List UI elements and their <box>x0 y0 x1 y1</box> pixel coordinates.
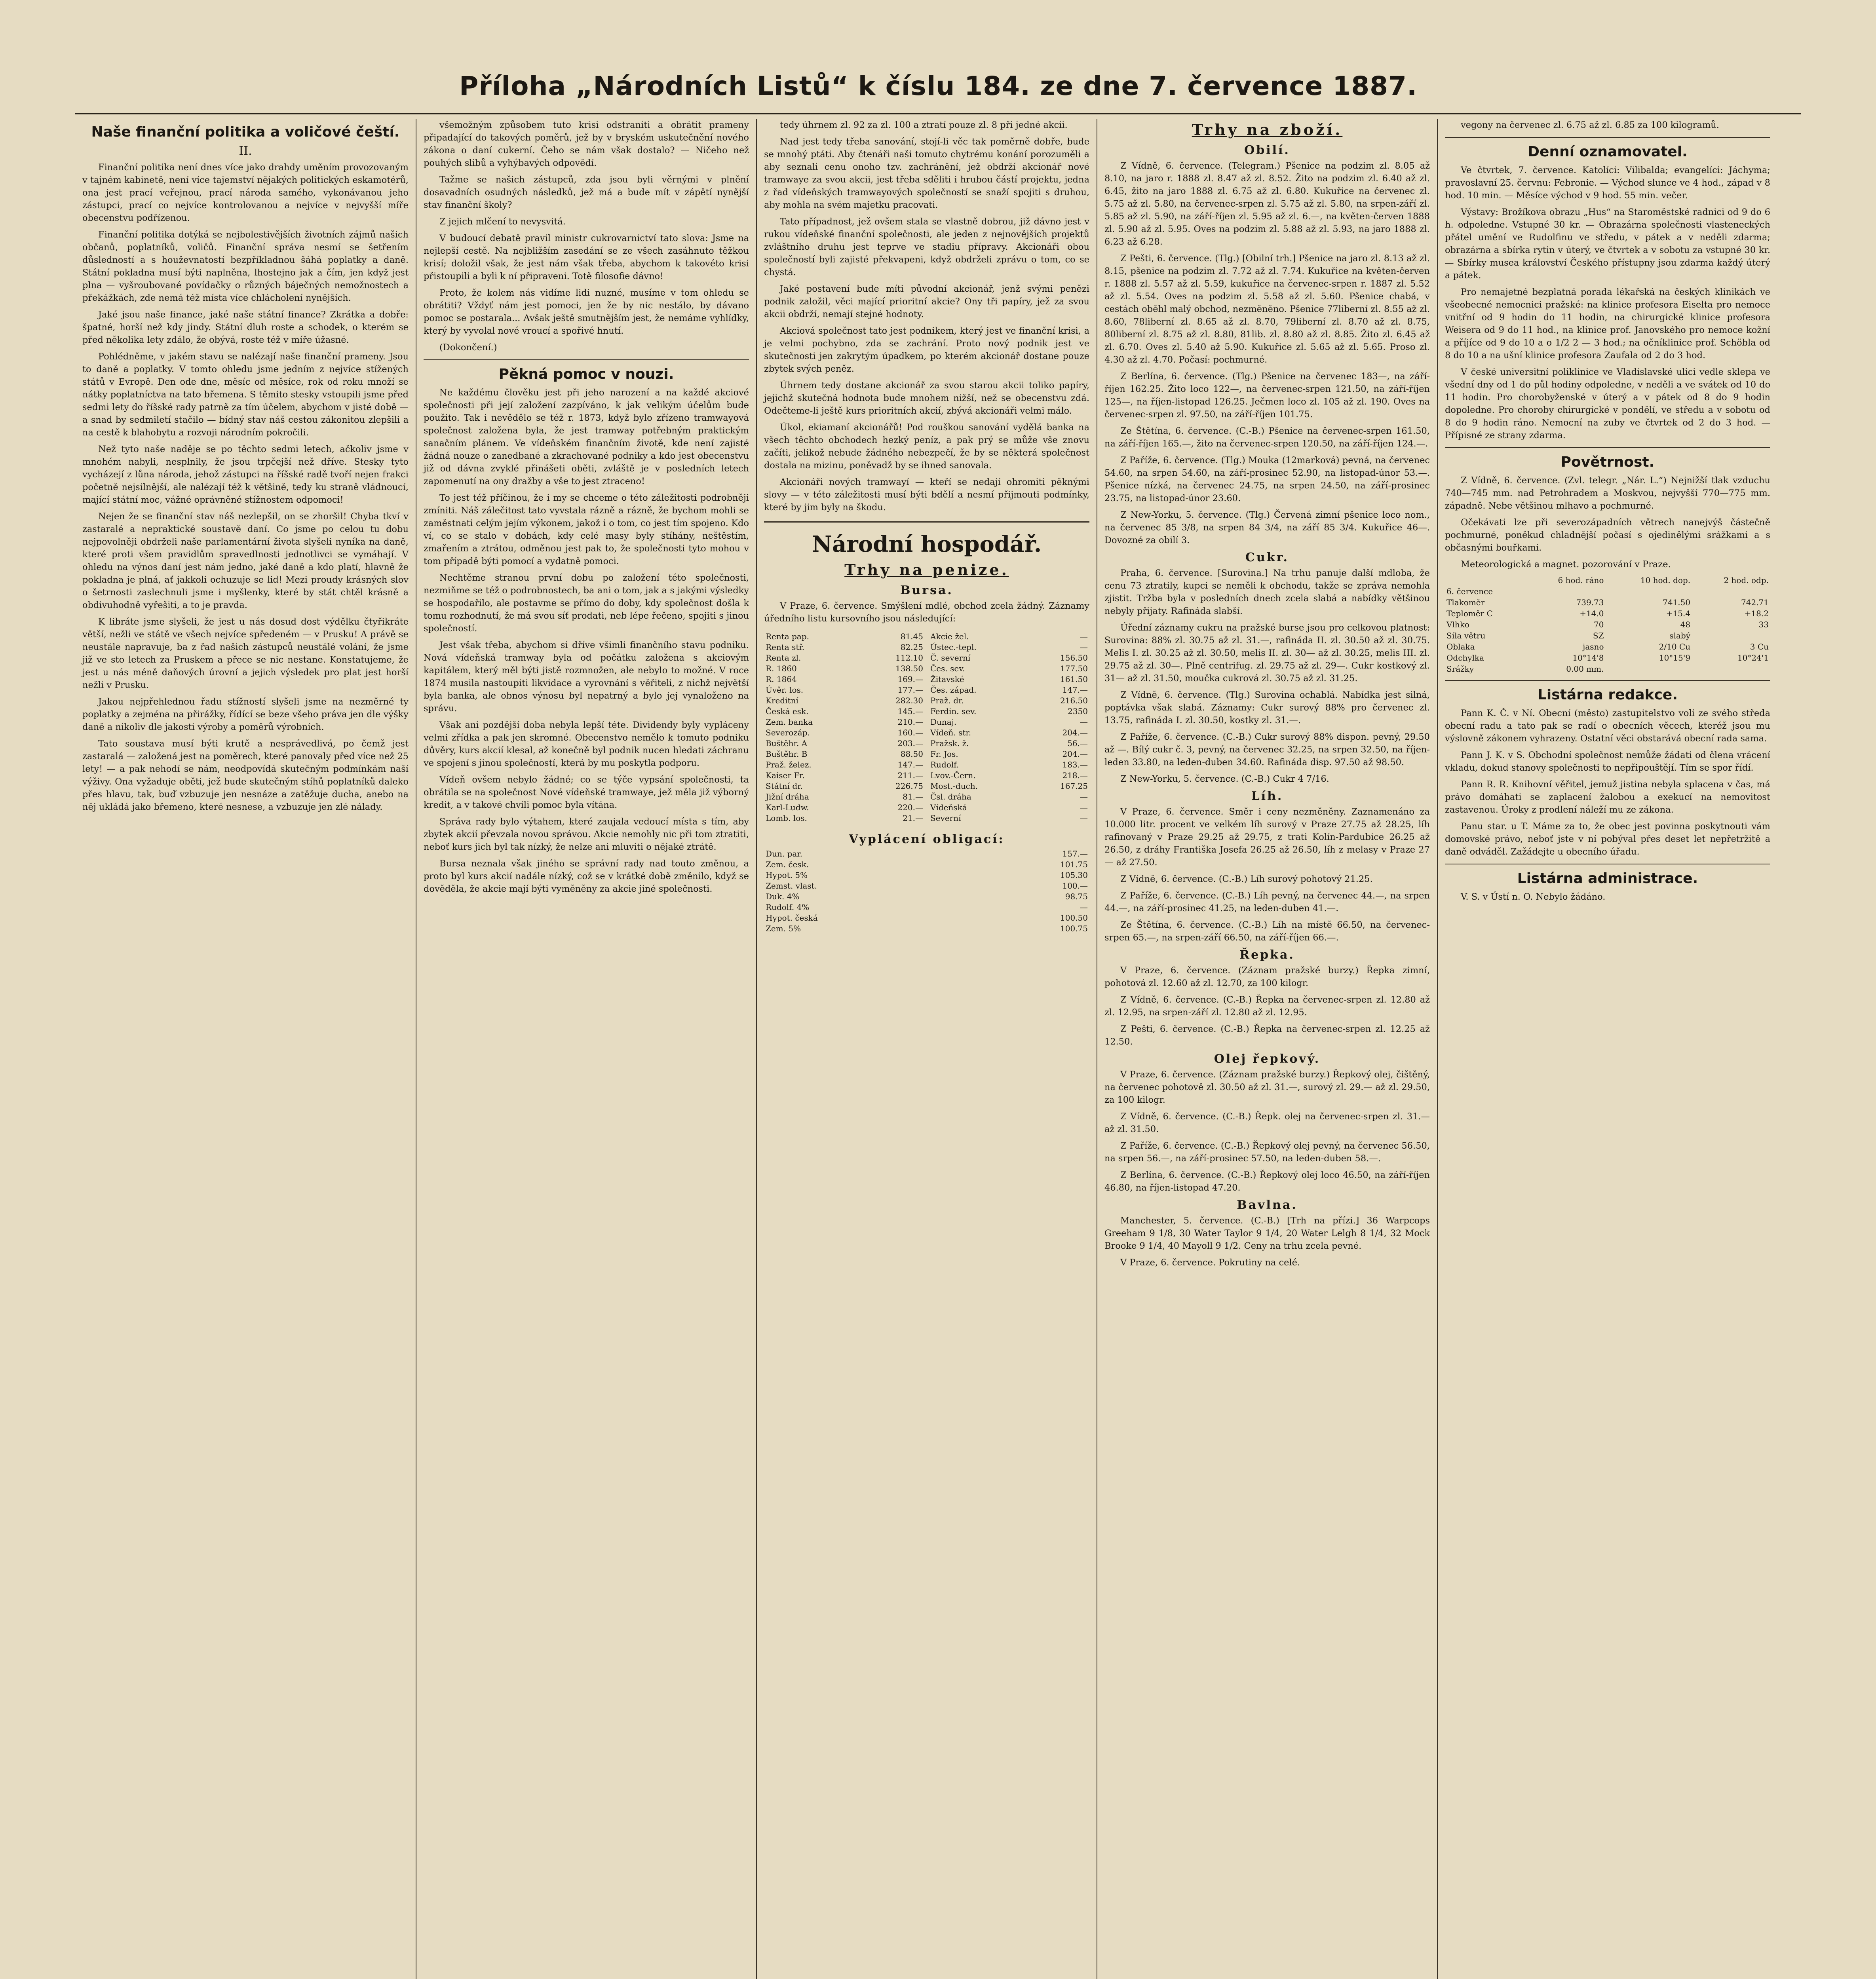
quote-name: Pražsk. ž. <box>930 739 969 748</box>
paragraph: Ze Štětína, 6. července. (C.-B.) Líh na místě 66.50, na červenec-srpen 65.—, na srpen-září 66.50, na září-říjen 66.—. <box>1104 920 1430 943</box>
paragraph: Z New-Yorku, 5. července. (Tlg.) Červená zimní pšenice loco nom., na červenec 85 3/8, na srpen 84 3/4, na září 85 3/4. Kukuřice 46—. Dovozné za obilí 3. <box>1104 510 1430 545</box>
meteo-cell <box>1692 630 1770 641</box>
paragraph: To jest též příčinou, že i my se chceme o této záležitosti podrobněji zmíniti. Náš zálečitost tato vyvstala rázně a rázně, že bychom mohli se zaměstnati celým jejím výkonem, jakož i o tom, co jest tím spojeno. Kdo ví, co se stalo v dobách, kdy celé masy byly stíhány, neštěstím, zmařením a ztrátou, odměnou jest pak to, že společnosti tyto mohou v tom případě býti pomocí a vydatně pomoci. <box>424 493 749 566</box>
quote-name: Vídeňská <box>930 803 967 812</box>
quote-value: 88.50 <box>900 749 923 759</box>
quote-value: 210.— <box>897 717 923 727</box>
paragraph: Ve čtvrtek, 7. července. Katolíci: Vilibalda; evangelíci: Jáchyma; pravoslavní 25. červnu: Febronie. — Východ slunce ve 4 hod., západ v 8 hod. 10 min. — Měsíce východ v 9 hod. 55 min. večer. <box>1445 165 1770 201</box>
quote-row <box>929 717 1089 727</box>
bursa-table-right <box>929 631 1089 824</box>
meteo-cell: 70 <box>1594 620 1604 629</box>
meteo-table <box>1445 575 1770 674</box>
quote-name: Duk. 4% <box>766 892 800 901</box>
quote-row <box>929 760 1089 770</box>
quote-name: Dun. par. <box>766 849 802 858</box>
masthead: Příloha „Národních Listů“ k číslu 184. ze dne 7. července 1887. <box>75 59 1801 114</box>
paragraph: Ne každému člověku jest při jeho narození a na každé akciové společnosti při její založení zazpíváno, k jak velikým účelům bude použito. Tak i nevědělo se též r. 1873, když bylo zřízeno tramwayová společnost založena byla, že jest tramway potřebným praktickým sanačním plánem. Ve vídeňském finančním životě, kde není zajisté žádná nouze o zanedbané a zkrachované podniky a kdo jest obecenstvu již od dávna zvyklé přinášeti oběti, zvláště je v posledních letech zapomenutí na ony dražby a vše to jest ztraceno! <box>424 387 749 486</box>
quote-row <box>764 727 925 738</box>
quote-name: Buštěhr. B <box>766 749 808 759</box>
meteo-heading: Meteorologická a magnet. pozorování v Praze. <box>1461 559 1671 570</box>
section-title-hospodar: Národní hospodář. <box>812 531 1042 557</box>
meteo-cell: 10°14'8 <box>1572 653 1604 663</box>
paragraph: Nechtěme stranou první dobu po založení této společnosti, nezmiňme se též o podrobnostech, ba ani o tom, jak a s jakými výsledky se hospodařilo, ale postavme se přímo do doby, kdy společnost došla k tomu rozhodnutí, že má svou síť prodati, neb lépe řečeno, spojiti s jinou společností. <box>424 573 749 634</box>
meteo-row <box>1445 663 1770 674</box>
article-title-finance: Naše finanční politika a voličové čeští. <box>91 124 400 140</box>
meteo-cell <box>1605 663 1692 674</box>
quote-value: 145.— <box>897 707 923 716</box>
quote-row <box>764 663 925 674</box>
quote-value: 211.— <box>897 771 923 780</box>
quote-value: 220.— <box>897 803 923 812</box>
paragraph: Nejen že se finanční stav náš nezlepšil, on se zhoršil! Chyba tkví v zastaralé a nepraktické soustavě daní. Co jsme po celou tu dobu nejpovolněji obdrželi naše parlamentární života slyšeli nyníka na daně, které proti všem pravidlům spravedlnosti jednotlivci se vymáhají. V ohledu na výnos daní jest nám jedno, jaké daně a kdo platí, hlavně že pokladna je plná, ať jakkoli ochuzuje se lid! Mezi proudy krásných slov o šetrnosti zaslechnuli jsme i myšlenky, které by stát chtěl krásně a obdivuhodně vyřešiti, a to je pravda. <box>82 511 409 610</box>
divider <box>1445 680 1770 681</box>
quote-row <box>764 674 925 685</box>
obili-reports <box>1104 160 1430 547</box>
quote-name: Most.-duch. <box>930 781 978 791</box>
quote-value: 147.— <box>897 760 923 769</box>
paragraph: Jaké postavení bude míti původní akcionář, jenž svými penězi podnik založil, věci mající prioritní akcie? Ony tři papíry, jež za svou akcii obdrží, nemají stejné hodnoty. <box>764 284 1089 319</box>
quote-value: 100.— <box>1062 881 1088 891</box>
quote-row <box>929 685 1089 695</box>
paragraph: Proto, že kolem nás vidíme lidi nuzné, musíme v tom ohledu se obrátiti? Vždyť nám jest pomoci, jen že by nic nestálo, by dávano pomoc se postarala... Avšak ještě smutnějším jest, že nemáme vyhlídky, který by vyvolal nové vroucí a spořivé hnutí. <box>424 288 749 336</box>
lih-reports <box>1104 805 1430 944</box>
quote-value: 183.— <box>1062 760 1088 769</box>
quote-row <box>764 881 1089 891</box>
quote-row <box>764 770 925 781</box>
quote-row <box>929 674 1089 685</box>
paragraph: Však ani pozdější doba nebyla lepší téte. Dividendy byly vypláceny velmi zřídka a pak jen skromné. Obecenstvo nemělo k tomuto podniku důvěry, kurs akcií klesal, až konečně byl podnik nucen hledati záchranu ve spojení s jinou společností, která by mu poskytla podporu. <box>424 720 749 768</box>
quote-row <box>764 706 925 717</box>
quote-name: Karl-Ludw. <box>766 803 809 812</box>
quote-name: Čes. sev. <box>930 664 965 673</box>
meteo-cell: 6. července <box>1446 587 1493 596</box>
paragraph: Pann R. R. Knihovní věřitel, jemuž jistina nebyla splacena v čas, má právo domáhati se zaplacení žalobou a exekucí na nemovitost zastavenou. Úroky z prodlení náleží mu ze zákona. <box>1445 779 1770 815</box>
quote-row <box>929 727 1089 738</box>
repka-reports <box>1104 964 1430 1048</box>
quote-row <box>764 902 1089 913</box>
quote-row <box>764 849 1089 859</box>
quote-row <box>929 706 1089 717</box>
meteo-cell: 739.73 <box>1576 598 1604 607</box>
quote-name: Zem. banka <box>766 717 813 727</box>
section-subtitle-penize: Trhy na penize. <box>844 561 1009 579</box>
meteo-cell: jasno <box>1583 642 1604 651</box>
paragraph: Z Vídně, 6. července. (Telegram.) Pšenice na podzim zl. 8.05 až 8.10, na jaro r. 1888 zl. 8.47 až zl. 8.52. Žito na podzim zl. 6.40 až zl. 6.45, žito na jaro 1888 zl. 6.75 až zl. 6.80. Kukuřice na červenec zl. 5.75 až zl. 5.80, na červenec-srpen zl. 5.75 až zl. 5.80, na srpen-září zl. 5.85 až zl. 5.90, na září-říjen zl. 5.95 až zl. 6.—, na květen-červen 1888 zl. 5.90 až zl. 5.95. Oves na podzim zl. 5.88 až zl. 5.93, na jaro 1888 zl. 6.23 až 6.28. <box>1104 161 1430 247</box>
quote-row <box>929 802 1089 813</box>
paragraph: Pro nemajetné bezplatná porada lékařská na českých klinikách ve všeobecné nemocnici pražské: na klinice profesora Eiselta pro nemoce vnitřní od 9 hodin do 11 hodin, na chirurgické klinice profesora Weisera od 9 do 11 hod., na klinice prof. Janovského pro nemoce kožní a příjíce od 9 do 10 a o 1/2 2 — 3 hod.; na očníklinice prof. Schöbla od 8 do 10 a na ušní klinice profesora Zaufala od 2 do 3 hod. <box>1445 287 1770 361</box>
quote-value: 81.— <box>903 792 923 801</box>
quote-name: Kreditní <box>766 696 798 705</box>
meteo-row <box>1445 597 1770 608</box>
administrace-body: V. S. v Ústí n. O. Nebylo žádáno. <box>1461 892 1606 902</box>
quote-value: — <box>1080 632 1088 641</box>
article-body-finance <box>82 161 409 813</box>
section-title-administrace: Listárna administrace. <box>1517 870 1698 887</box>
quote-name: Kaiser Fr. <box>766 771 805 780</box>
meteo-cell: slabý <box>1669 631 1691 640</box>
olej-reports <box>1104 1068 1430 1194</box>
cukr-reports <box>1104 567 1430 785</box>
quote-row <box>764 813 925 824</box>
meteo-cell: Tlakoměr <box>1446 598 1485 607</box>
bavlna-reports <box>1104 1214 1430 1269</box>
bursa-table-left <box>764 631 925 824</box>
quote-row <box>929 631 1089 642</box>
paragraph: V Praze, 6. července. Pokrutiny na celé. <box>1120 1257 1300 1268</box>
quote-name: Praž. dr. <box>930 696 964 705</box>
quote-value: — <box>1080 792 1088 801</box>
article-title-pomoc: Pěkná pomoc v nouzi. <box>498 366 674 382</box>
quote-row <box>929 695 1089 706</box>
paragraph: Jaké jsou naše finance, jaké naše státní finance? Zkrátka a dobře: špatné, horší než kdy jindy. Státní dluh roste a schodek, o kterém se před několika lety zdálo, že obývá, roste též v míře úžasné. <box>82 310 409 345</box>
paragraph: V budoucí debatě pravil ministr cukrovarnictví tato slova: Jsme na nejlepší cestě. Na nejbližším zasedání se ze všech zasáhnuto těžkou krisí; doložil však, že jest nám však třeba, abychom k takovéto krisi přistoupili a byli k ní připraveni. Totě filosofie dávno! <box>424 233 749 281</box>
quote-name: Žitavské <box>930 674 964 684</box>
paragraph: Manchester, 5. července. (C.-B.) [Trh na přízi.] 36 Warpcops Greeham 9 1/8, 30 Water Taylor 9 1/4, 20 Water Lelgh 8 1/4, 32 Mock Brooke 9 1/4, 40 Mayoll 9 1/2. Ceny na trhu zcela pevné. <box>1104 1216 1430 1251</box>
quote-name: Renta zl. <box>766 653 801 663</box>
meteo-cell: 3 Cu <box>1750 642 1769 651</box>
quote-row <box>764 913 1089 923</box>
paragraph: V Praze, 6. července. Směr i ceny nezměněny. Zaznamenáno za 10.000 litr. procent ve velkém líh surový v Praze 27.75 až 28.25, líh rafinovaný v Praze 29.25 až 29.75, z trati Kolín-Pardubice 26.25 až 26.50, z dráhy Františka Josefa 26.25 až 26.50, líh z melasy v Praze 27— až 27.50. <box>1104 807 1430 868</box>
paragraph: V české universitní poliklinice ve Vladislavské ulici vedle sklepa ve všední dny od 1 do půl hodiny odpoledne, v neděli a ve svátek od 10 do 11 hodin. Pro chorobyženské v úterý a v pátek od 8 do 9 hodin dopoledne. Pro choroby chirurgické v pondělí, ve středu a v sobotu od 8 do 9 hodin ráno. Nemocní na zuby ve čtvrtek od 2 do 3 hod. — Přípisné ze strany zdarma. <box>1445 367 1770 441</box>
quote-value: 177.50 <box>1060 664 1088 673</box>
obligace-table <box>764 849 1089 934</box>
denni-body <box>1445 164 1770 442</box>
meteo-cell: Vlhko <box>1446 620 1469 629</box>
column-1 <box>75 119 416 1979</box>
quote-name: Hypot. 5% <box>766 870 808 880</box>
paragraph: V Praze, 6. července. (Záznam pražské burzy.) Řepkový olej, čištěný, na červenec pohotově zl. 30.50 až zl. 31.—, surový zl. 29.— až zl. 29.50, za 100 kilogr. <box>1104 1069 1430 1105</box>
quote-value: 100.75 <box>1060 924 1088 933</box>
quote-name: Buštěhr. A <box>766 739 808 748</box>
quote-value: 156.50 <box>1060 653 1088 663</box>
quote-row <box>929 749 1089 760</box>
meteo-row <box>1445 586 1770 597</box>
paragraph: Očekávati lze při severozápadních větrech nanejvýš částečně pochmurné, poněkud chladnější počasí s ojedinělými srážkami a s občasnými bouřkami. <box>1445 517 1770 553</box>
paragraph: Panu star. u T. Máme za to, že obec jest povinna poskytnouti vám domovské právo, neboť jste v ní pobýval přes deset let nepřetržitě a daně odváděl. Zažádejte u obecního úřadu. <box>1445 821 1770 857</box>
quote-row <box>929 770 1089 781</box>
quote-row <box>764 738 925 749</box>
meteo-cell: +14.0 <box>1579 609 1604 618</box>
quote-row <box>764 870 1089 881</box>
paragraph: Jakou nejpřehlednou řadu stížností slyšeli jsme na nezměrné ty poplatky a zejména na přirážky, řídící se beze všeho práva jen dle výšky daně a nikoliv dle jakosti výroby a poměrů výrobních. <box>82 697 409 732</box>
paragraph: Jest však třeba, abychom si dříve všimli finančního stavu podniku. Nová vídeňská tramway byla od počátku založena s akciovým kapitálem, který měl býti jistě rozmnožen, ale nebylo to možné. V roce 1874 musila nastoupiti likvidace a vyrovnání s věřiteli, z nichž největší byla banka, ale obnos výnosu byl nepatrný a bylo jej vynaloženo na správu. <box>424 640 749 714</box>
meteo-cell: Teploměr C <box>1446 609 1493 618</box>
paragraph: Praha, 6. července. [Surovina.] Na trhu panuje další mdloba, že cenu 73 ztratily, kupci se neměli k obchodu, takže se zpráva nemohla zjistit. Tržba byla v posledních dnech zcela slabá a nabídky většinou nebyly přijaty. Rafináda slabší. <box>1104 568 1430 616</box>
article-body-pomoc-cont <box>764 119 1089 514</box>
section-title-denni: Denní oznamovatel. <box>1528 144 1688 160</box>
meteo-cell: 2/10 Cu <box>1659 642 1691 651</box>
bavlna-heading: Bavlna. <box>1237 1198 1298 1212</box>
quote-value: 157.— <box>1062 849 1088 858</box>
quote-row <box>929 663 1089 674</box>
cukr-heading: Cukr. <box>1245 551 1289 564</box>
quote-name: Rudolf. <box>930 760 959 769</box>
paragraph: tedy úhrnem zl. 92 za zl. 100 a ztratí pouze zl. 8 při jedné akcii. <box>780 120 1068 130</box>
paragraph: Z Paříže, 6. července. (C.-B.) Řepkový olej pevný, na červenec 56.50, na srpen 56.—, na září-prosinec 57.50, na leden-duben 58.—. <box>1104 1141 1430 1164</box>
paragraph: Bursa neznala však jiného se správní rady nad touto změnou, a proto byl kurs akcií nadále nízký, což se v krátké době změnilo, když se dověděla, že akcie mají býti vyměněny za akcie jiné společnosti. <box>424 858 749 894</box>
lih-heading: Líh. <box>1251 789 1283 803</box>
paragraph: Z Pešti, 6. července. (Tlg.) [Obilní trh.] Pšenice na jaro zl. 8.13 až zl. 8.15, pšenice na podzim zl. 7.72 až zl. 7.74. Kukuřice na květen-červen r. 1888 zl. 5.57 až zl. 5.59, kukuřice na červenec-srpen r. 1887 zl. 5.52 až zl. 5.54. Oves na podzim zl. 5.58 až zl. 5.60. Pšenice chabá, v cestách oběhl malý obchod, nezměněno. Pšenice 77liberní zl. 8.55 až zl. 8.60, 78liberní zl. 8.65 až zl. 8.70, 79liberní zl. 8.70 až zl. 8.75, 80liberní zl. 8.75 až zl. 8.80, 81lib. zl. 8.80 až zl. 8.85. Žito zl. 6.45 až zl. 6.70. Oves zl. 5.40 až 5.90. Kukuřice zl. 5.65 až zl. 5.65. Proso zl. 4.30 až zl. 4.70. Počasí: pochmurné. <box>1104 253 1430 365</box>
meteo-cell <box>1605 586 1692 597</box>
paragraph: Úřední záznamy cukru na pražské burse jsou pro celkovou platnost: Surovina: 88% zl. 30.75 až zl. 31.—, rafináda II. zl. 30.50 až zl. 30.75. Melis I. zl. 30.25 až zl. 30.50, melis II. zl. 30— až zl. 30.25, melis III. zl. 29.75 až zl. 30—. Plně centrifug. zl. 29.75 až zl. 29—. Cukr kostkový zl. 31— až zl. 31.50, moučka cukrová zl. 30.75 až zl. 31.25. <box>1104 623 1430 684</box>
quote-value: 147.— <box>1062 685 1088 695</box>
meteo-cell: 10°24'1 <box>1737 653 1769 663</box>
paragraph: Z Paříže, 6. července. (Tlg.) Mouka (12marková) pevná, na červenec 54.60, na srpen 54.60, na září-prosinec 52.90, na listopad-únor 53.—. Pšenice nízká, na červenec 24.75, na srpen 24.50, na září-prosinec 23.75, na listopad-únor 23.60. <box>1104 455 1430 503</box>
meteo-column-header: 2 hod. odp. <box>1724 575 1769 585</box>
meteo-cell: Srážky <box>1446 664 1474 674</box>
quote-row <box>764 802 925 813</box>
paragraph: Tažme se našich zástupců, zda jsou byli věrnými v plnění dosavadních osudných následků, jež má a bude mít v zápětí nynější stav finanční školy? <box>424 175 749 210</box>
paragraph: K libráte jsme slyšeli, že jest u nás dosud dost výdělku čtyřikráte větší, nežli ve státě ve všech nejvíce spředeném — v Prusku! A právě se neustále napravuje, ba z řad našich zástupců neustálé volání, že jsme již ve sto letech za Pruskem a přece se nic nestane. Konstatujeme, že jest u nás méně daňových úrovní a jejich výsledek pro plat jest horší nežli v Prusku. <box>82 617 409 690</box>
quote-row <box>764 653 925 663</box>
section-number: II. <box>239 144 252 158</box>
olej-heading: Olej řepkový. <box>1214 1052 1321 1066</box>
quote-value: 218.— <box>1062 771 1088 780</box>
quote-value: — <box>1080 803 1088 812</box>
quote-name: Jižní dráha <box>766 792 809 801</box>
quote-name: Státní dr. <box>766 781 803 791</box>
paragraph: Úhrnem tedy dostane akcionář za svou starou akcii toliko papíry, jejichž skutečná hodnota bude mnohem nižší, než se obecenstvu zdá. Odečteme-li ještě kurs prioritních akcií, zbývá akcionáři velmi málo. <box>764 380 1089 416</box>
quote-row <box>764 923 1089 934</box>
meteo-cell <box>1692 586 1770 597</box>
meteo-cell: Odchylka <box>1446 653 1484 663</box>
quote-name: Čsl. dráha <box>930 792 971 801</box>
bursa-intro: V Praze, 6. července. Smýšlení mdlé, obchod zcela žádný. Záznamy úředního listu kursovního jsou následující: <box>764 601 1089 624</box>
paragraph: Z Pešti, 6. července. (C.-B.) Řepka na červenec-srpen zl. 12.25 až 12.50. <box>1104 1024 1430 1047</box>
paragraph: Tato případnost, jež ovšem stala se vlastně dobrou, již dávno jest v rukou vídeňské finanční společnosti, ale jeden z nejnovějších projektů zvláštního druhu jest teprve ve stadiu přípravy. Akcionáři obou společností byli zajisté překvapeni, když obdrželi zprávu o tom, co se chystá. <box>764 217 1089 277</box>
quote-value: 100.50 <box>1060 913 1088 923</box>
quote-name: Rudolf. 4% <box>766 902 810 912</box>
quote-value: 161.50 <box>1060 674 1088 684</box>
quote-name: Česká esk. <box>766 707 809 716</box>
quote-name: Úvěr. los. <box>766 685 804 695</box>
quote-name: Renta pap. <box>766 632 809 641</box>
bursa-tables <box>764 629 1089 828</box>
bursa-heading: Bursa. <box>900 583 953 597</box>
column-3 <box>756 119 1097 1979</box>
quote-row <box>929 653 1089 663</box>
quote-row <box>929 781 1089 792</box>
meteo-row <box>1445 652 1770 663</box>
section-title-trhy-zbozi: Trhy na zboží. <box>1192 121 1343 139</box>
paragraph: Z New-Yorku, 5. července. (C.-B.) Cukr 4 7/16. <box>1120 774 1329 784</box>
meteo-cell: Oblaka <box>1446 642 1475 651</box>
meteo-row <box>1445 619 1770 630</box>
divider <box>1445 447 1770 448</box>
meteo-cell: +15.4 <box>1666 609 1691 618</box>
article-body-pomoc <box>424 386 749 895</box>
newspaper-page <box>75 59 1801 1979</box>
quote-name: Fr. Jos. <box>930 749 958 759</box>
quote-name: Dunaj. <box>930 717 957 727</box>
meteo-row <box>1445 641 1770 652</box>
columns <box>75 119 1801 1979</box>
article-continuation <box>424 119 749 354</box>
meteo-row <box>1445 630 1770 641</box>
quote-value: 204.— <box>1062 728 1088 737</box>
quote-row <box>764 749 925 760</box>
paragraph: Ze Štětína, 6. července. (C.-B.) Pšenice na červenec-srpen 161.50, na září-říjen 165.—, žito na červenec-srpen 120.50, na září-říjen 124.—. <box>1104 426 1430 449</box>
meteo-cell <box>1526 586 1606 597</box>
quote-row <box>929 813 1089 824</box>
paragraph: Pann J. K. v S. Obchodní společnost nemůže žádati od člena vrácení vkladu, dokud stanovy společnosti to nepřipouštějí. Tím se spor řídí. <box>1445 750 1770 773</box>
quote-name: Lvov.-Čern. <box>930 771 976 780</box>
quote-value: 2350 <box>1068 707 1088 716</box>
meteo-cell: Síla větru <box>1446 631 1486 640</box>
quote-value: — <box>1080 717 1088 727</box>
quote-value: 160.— <box>897 728 923 737</box>
listarna-body <box>1445 707 1770 858</box>
quote-name: R. 1864 <box>766 674 797 684</box>
quote-row <box>764 891 1089 902</box>
paragraph: Z Paříže, 6. července. (C.-B.) Líh pevný, na červenec 44.—, na srpen 44.—, na září-prosinec 41.25, na leden-duben 41.—. <box>1104 891 1430 914</box>
quote-row <box>764 859 1089 870</box>
quote-value: 56.— <box>1067 739 1088 748</box>
quote-value: 226.75 <box>895 781 923 791</box>
quote-value: 105.30 <box>1060 870 1088 880</box>
quote-value: — <box>1080 813 1088 823</box>
quote-value: 138.50 <box>895 664 923 673</box>
paragraph: Z Vídně, 6. července. (C.-B.) Řepk. olej na červenec-srpen zl. 31.— až zl. 31.50. <box>1104 1111 1430 1134</box>
paragraph: Správa rady bylo výtahem, které zaujala vedoucí místa s tím, aby zbytek akcií převzala novou správou. Akcie nemohly nic při tom ztratiti, neboť kurs jich byl tak nízký, že nelze ani mluviti o nějaké ztrátě. <box>424 817 749 852</box>
quote-row <box>764 760 925 770</box>
quote-value: 169.— <box>897 674 923 684</box>
meteo-row <box>1445 608 1770 619</box>
paragraph: V Praze, 6. července. (Záznam pražské burzy.) Řepka zimní, pohotová zl. 12.60 až zl. 12.70, za 100 kilogr. <box>1104 965 1430 988</box>
quote-value: 216.50 <box>1060 696 1088 705</box>
quote-row <box>764 792 925 802</box>
divider <box>764 521 1089 523</box>
quote-value: 101.75 <box>1060 860 1088 869</box>
paragraph: Z jejich mlčení to nevysvitá. <box>439 217 566 227</box>
quote-name: Renta stř. <box>766 642 805 652</box>
paragraph: Akcionáři nových tramwayí — kteří se nedají ohromiti pěknými slovy — v této záležitosti musí býti bdělí a nesmí přijmouti podmínky, které by jim byly na škodu. <box>764 477 1089 513</box>
quote-row <box>929 642 1089 653</box>
quote-row <box>764 695 925 706</box>
quote-name: Severozáp. <box>766 728 810 737</box>
meteo-body <box>1445 586 1770 674</box>
meteo-cell: +18.2 <box>1744 609 1769 618</box>
meteo-column-header <box>1445 575 1526 586</box>
quote-name: R. 1860 <box>766 664 797 673</box>
quote-row <box>764 642 925 653</box>
paragraph: Z Vídně, 6. července. (C.-B.) Líh surový pohotový 21.25. <box>1120 874 1373 884</box>
quote-name: Zem. 5% <box>766 924 801 933</box>
divider <box>1445 137 1770 138</box>
quote-value: 82.25 <box>900 642 923 652</box>
paragraph: Z Vídně, 6. července. (Tlg.) Surovina ochablá. Nabídka jest silná, poptávka však slabá. Záznamy: Cukr surový 88% pro červenec zl. 13.75, rafináda I. zl. 30.50, kostky zl. 31.—. <box>1104 690 1430 726</box>
paragraph: Z Berlína, 6. července. (Tlg.) Pšenice na červenec 183—, na září-říjen 162.25. Žito loco 122—, na červenec-srpen 121.50, na září-říjen 125—, na říjen-listopad 126.25. Ječmen loco zl. 105 až zl. 190. Oves na červenec-srpen zl. 97.50, na září-říjen 101.75. <box>1104 371 1430 420</box>
paragraph: Pohlédněme, v jakém stavu se nalézají naše finanční prameny. Jsou to daně a poplatky. V tomto ohledu jsme jedním z nejvíce stížených států v Evropě. Den ode dne, měsíc od měsíce, rok od roku množí se nátky poplatníctva na tato břemena. S těmito stesky vstoupili jsme před sedmi lety do říšské rady patrně za tím účelem, abychom v jisté době — a snad by sedmiletí stačilo — bídný stav náš cestou zákonitou zlepšili a na cestě k blahobytu a rozvoji národním pokročili. <box>82 351 409 438</box>
quote-value: 177.— <box>897 685 923 695</box>
meteo-cell: 0.00 mm. <box>1566 664 1604 674</box>
quote-row <box>929 792 1089 802</box>
quote-value: 112.10 <box>895 653 923 663</box>
quote-value: — <box>1080 902 1088 912</box>
meteo-cell: 48 <box>1680 620 1691 629</box>
pocasi-body <box>1445 474 1770 554</box>
quote-value: — <box>1080 642 1088 652</box>
meteo-header-row <box>1445 575 1770 586</box>
quote-name: Zem. česk. <box>766 860 809 869</box>
column-2 <box>416 119 756 1979</box>
divider <box>424 359 749 360</box>
paragraph: Z Vídně, 6. července. (Zvl. telegr. „Nár. L.“) Nejnižší tlak vzduchu 740—745 mm. nad Petrohradem a Moskvou, nejvyšší 770—775 mm. západně. Nebe většinou mlhavo a pochmurné. <box>1445 475 1770 511</box>
obili-heading: Obilí. <box>1244 143 1290 157</box>
obligace-heading: Vyplácení obligací: <box>849 832 1005 846</box>
quote-value: 282.30 <box>895 696 923 705</box>
section-title-listarna: Listárna redakce. <box>1537 687 1678 703</box>
meteo-cell: 741.50 <box>1663 598 1691 607</box>
paragraph: Z Berlína, 6. července. (C.-B.) Řepkový olej loco 46.50, na září-říjen 46.80, na říjen-listopad 47.20. <box>1104 1170 1430 1193</box>
quote-row <box>764 685 925 695</box>
olej-continuation: vegony na červenec zl. 6.75 až zl. 6.85 za 100 kilogramů. <box>1461 120 1719 130</box>
quote-row <box>764 781 925 792</box>
section-title-pocasi: Povětrnost. <box>1560 454 1655 470</box>
meteo-cell: 33 <box>1758 620 1769 629</box>
meteo-cell: SZ <box>1593 631 1604 640</box>
quote-value: 21.— <box>903 813 923 823</box>
quote-row <box>764 717 925 727</box>
quote-value: 204.— <box>1062 749 1088 759</box>
paragraph: (Dokončení.) <box>439 342 497 353</box>
meteo-column-header: 6 hod. ráno <box>1558 575 1604 585</box>
paragraph: Vídeň ovšem nebylo žádné; co se týče vypsání společnosti, ta obrátila se na společnost Nové vídeňské tramwaye, jež měla již výborný kredit, a v takové chvíli pomoc byla vítána. <box>424 775 749 810</box>
paragraph: Finanční politika není dnes více jako drahdy uměním provozovaným v tajném kabinetě, není více tajemství nějakých politických eskamotérů, ona jest prací veřejnou, prací národa samého, vykonávanou jeho zástupci, prací co nejvíce kontrolovanou a nejvíce v nejvyšší míře obecenstvu podřízenou. <box>82 162 409 223</box>
quote-name: Severní <box>930 813 961 823</box>
quote-value: 81.45 <box>900 632 923 641</box>
quote-row <box>929 738 1089 749</box>
quote-value: 167.25 <box>1060 781 1088 791</box>
quote-name: Ústec.-tepl. <box>930 642 977 652</box>
quote-row <box>764 631 925 642</box>
paragraph: Akciová společnost tato jest podnikem, který jest ve finanční krisi, a je velmi pochybno, zda se zachrání. Proto nový podnik jest ve skutečnosti jen zakrytým úpadkem, po kterém akcionář dostane pouze zbytek svých peněz. <box>764 326 1089 374</box>
quote-name: Praž. želez. <box>766 760 812 769</box>
quote-value: 98.75 <box>1065 892 1088 901</box>
paragraph: Finanční politika dotýká se nejbolestivějších životních zájmů našich občanů, poplatníků, voličů. Finanční správa nesmí se šetřením důsledností a s houževnatostí bezpříkladnou šáhá poplatky a daně. Státní pokladna musí býti naplněna, lhostejno jak a čím, jen když jest plna — vyšroubované povídačky o různých báječných nemožnostech a překážkách, zde nemá též místa více chlácholení nynějších. <box>82 230 409 303</box>
quote-name: Vídeň. str. <box>930 728 971 737</box>
paragraph: Pann K. Č. v Ní. Obecní (město) zastupitelstvo volí ze svého středa obecní radu a tato pak se radí o obecních věcech, kteréž jsou mu výslovně zákonem vyhrazeny. Ostatní věci obstarává obecní rada sama. <box>1445 708 1770 744</box>
paragraph: Nad jest tedy třeba sanování, stojí-li věc tak poměrně dobře, bude se mnohý ptáti. Aby čtenáři naši tomuto chytrému konání porozuměli a aby seznali cenu onoho tzv. zachránění, jež obdrží akcionář nové tramwaye za svou akcii, jest třeba sděliti i hrubou částí projektu, jedna z řad vídeňských tramwayových společností se snaží spojiti s druhou, aby mohla na svém majetku pracovati. <box>764 137 1089 210</box>
paragraph: Tato soustava musí býti krutě a nesprávedlivá, po čemž jest zastaralá — založená jest na poměrech, které panovaly před více než 25 lety! — a pak nehodí se nám, neodpovídá skutečným podmínkám naší výživy. Ona vyžaduje oběti, jež bude skutečným stíhů poplatníků daleko přes hlavu, tak, buď vzbuzuje jen nesnáze a zatěžuje ducha, anebo na něj ukládá jako břemeno, které nesnese, a vzbuzuje jen zlé nálady. <box>82 739 409 812</box>
quote-name: Akcie žel. <box>930 632 969 641</box>
paragraph: Než tyto naše naděje se po těchto sedmi letech, ačkoliv jsme v mnohém nabyli, nesplnily, že jsou trpčejší než dříve. Stesky tyto vycházejí z lůna národa, jehož zástupci na říšské radě tvoří nejen frakci početně nejsilnější, ale nalézají též k většině, tedy ku straně vládnoucí, mající státní moc, vážné oprávněné stížnostem odpomoci! <box>82 444 409 505</box>
paragraph: všemožným způsobem tuto krisi odstraniti a obrátit prameny připadající do takových poměrů, jež by v bryském uskutečnění nového zákona o daní cukerní. Čeho se nám však dostalo? — Ničeho než pouhých slibů a vyhýbavých odpovědí. <box>424 120 749 168</box>
paragraph: Úkol, ekiamaní akcionářů! Pod rouškou sanování vydělá banka na všech těchto obchodech hezký peníz, a pak prý se může vše znovu začíti, jelikož nebude žádného nebezpečí, že by se některá společnost dostala na mizinu, poněvadž by se ihned sanovala. <box>764 422 1089 471</box>
quote-name: Čes. západ. <box>930 685 977 695</box>
quote-name: Lomb. los. <box>766 813 807 823</box>
quote-name: Zemst. vlast. <box>766 881 817 891</box>
meteo-cell: 10°15'9 <box>1659 653 1691 663</box>
quote-name: Hypot. česká <box>766 913 818 923</box>
meteo-cell <box>1692 663 1770 674</box>
paragraph: Z Vídně, 6. července. (C.-B.) Řepka na červenec-srpen zl. 12.80 až zl. 12.95, na srpen-září zl. 12.80 až zl. 12.95. <box>1104 995 1430 1018</box>
column-5 <box>1437 119 1777 1979</box>
repka-heading: Řepka. <box>1239 948 1295 962</box>
quote-value: 203.— <box>897 739 923 748</box>
paragraph: Z Paříže, 6. července. (C.-B.) Cukr surový 88% dispon. pevný, 29.50 až —. Bílý cukr č. 3, pevný, na červenec 32.25, na srpen 32.50, na říjen-leden 33.80, na leden-duben 34.60. Rafináda disp. 97.50 až 98.50. <box>1104 732 1430 767</box>
quote-name: Ferdin. sev. <box>930 707 977 716</box>
paragraph: Výstavy: Brožíkova obrazu „Hus“ na Staroměstské radnici od 9 do 6 h. odpoledne. Vstupné 30 kr. — Obrazárna společnosti vlasteneckých přátel umění ve Rudolfinu ve středu, v pátek a v neděli zdarma; obrazárna a sbírka rytin v úterý, ve čtvrtek a v sobotu za vstupné 30 kr. — Sbírky musea království Českého přístupny jsou zdarma každý úterý a pátek. <box>1445 207 1770 281</box>
meteo-cell: 742.71 <box>1741 598 1769 607</box>
quote-name: Č. severní <box>930 653 971 663</box>
meteo-column-header: 10 hod. dop. <box>1640 575 1691 585</box>
column-4 <box>1097 119 1437 1979</box>
